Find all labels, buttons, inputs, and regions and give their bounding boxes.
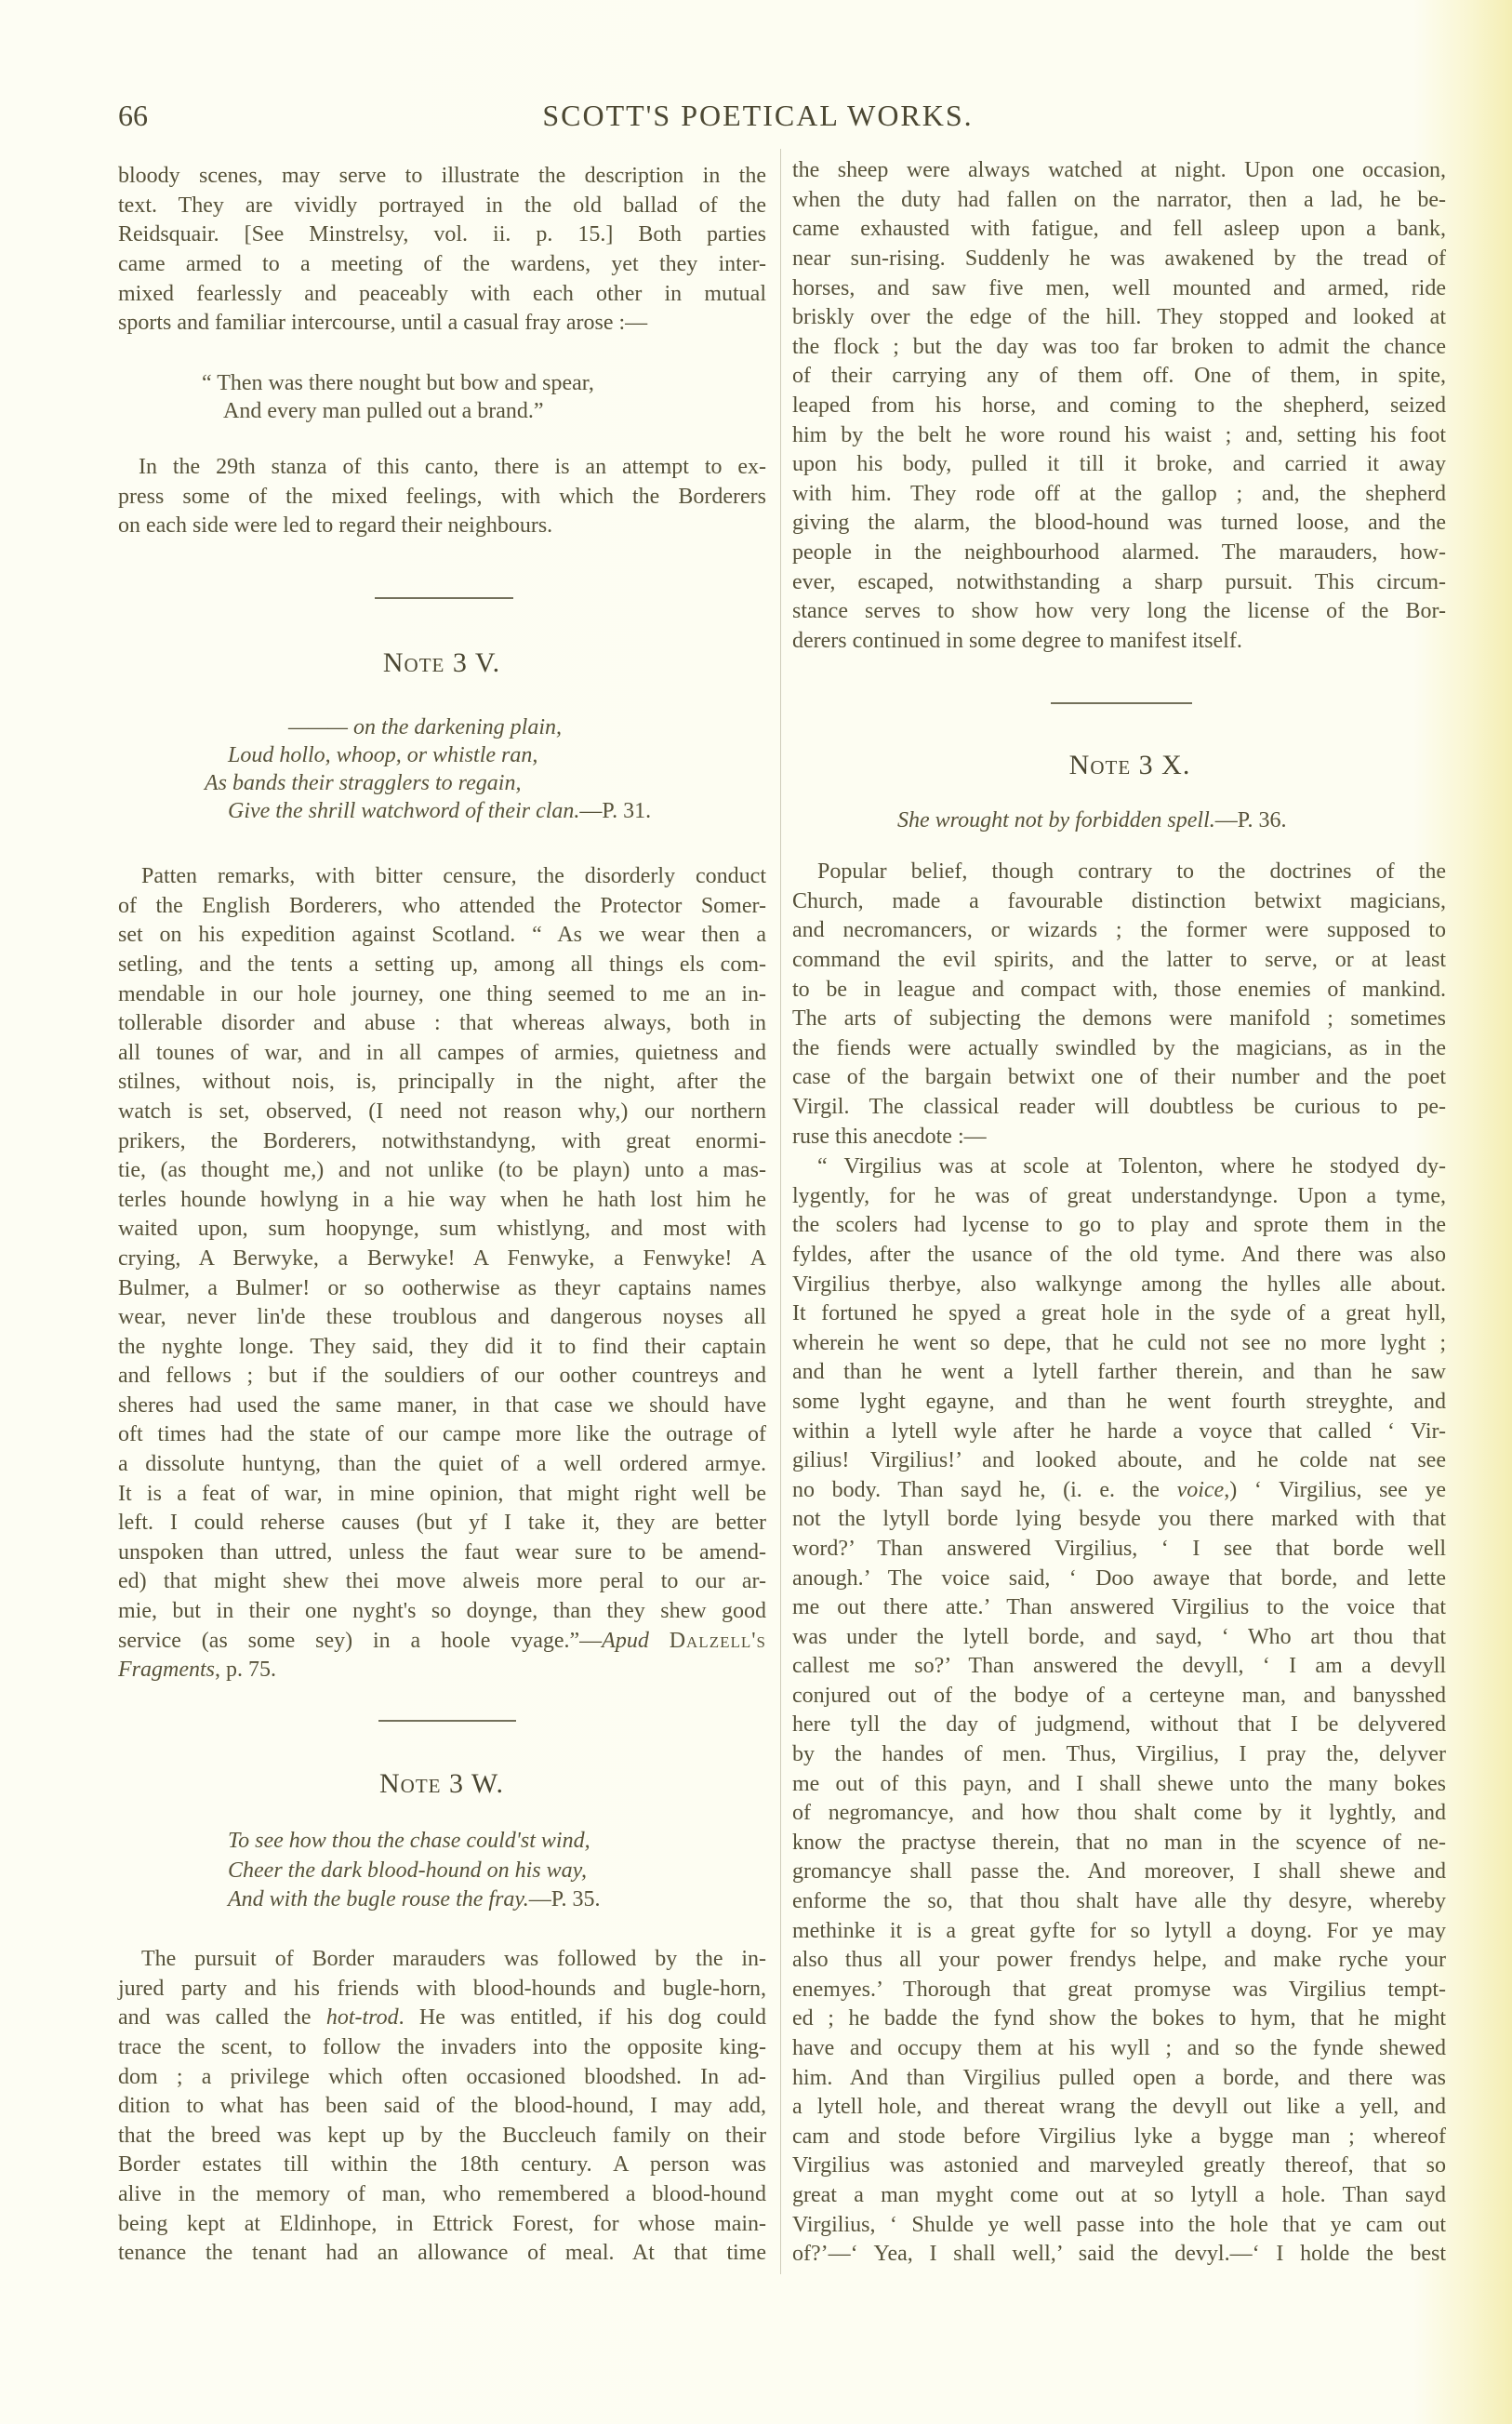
text-line: a dissolute huntyng, than the quiet of a well ordered armye. (118, 1452, 766, 1477)
text-segment: , p. 75. (215, 1658, 276, 1683)
text-line: trace the scent, to follow the invaders into the opposite king- (118, 2034, 766, 2059)
text-line: the sheep were always watched at night. Upon one occasion, (792, 158, 1446, 183)
text-line: the fiends were actually swindled by the magicians, as in the (792, 1035, 1446, 1060)
text-segment (649, 1629, 670, 1653)
text-line: terles hounde howlyng in a hie way when he hath lost him he (118, 1187, 766, 1212)
text-line: him by the belt he wore round his waist ; and, setting his foot (792, 422, 1446, 447)
text-line: the nyghte longe. They said, they did it to find their captain (118, 1334, 766, 1359)
text-line: mie, but in their one nyght's so doynge, than they shew good (118, 1599, 766, 1624)
note-heading: Note 3 V. (382, 647, 501, 678)
text-line: Bulmer, a Bulmer! or so ootherwise as theyr captains names (118, 1275, 766, 1300)
text-line: ever, escaped, notwithstanding a sharp pursuit. This circum- (792, 569, 1446, 594)
small-caps-text: Dalzell's (669, 1628, 767, 1653)
note-heading: Note 3 X. (1068, 750, 1191, 780)
text-line: upon his body, pulled it till it broke, and carried it away (792, 452, 1446, 477)
text-segment: . He was entitled, if his dog could (398, 2005, 766, 2031)
text-line: Reidsquair. [See Minstrelsy, vol. ii. p. 15.] Both parties (118, 222, 766, 247)
section-rule (1051, 702, 1192, 704)
page-number: 66 (118, 99, 148, 132)
text-line: fyldes, after the usance of the old tyme. And there was also (792, 1242, 1446, 1267)
verse-line (897, 806, 1286, 836)
text-line: the flock ; but the day was too far broken to admit the chance (792, 334, 1446, 359)
text-line: set on his expedition against Scotland. “ As we wear then a (118, 923, 766, 948)
note-heading: Note 3 W. (378, 1768, 504, 1799)
text-line: press some of the mixed feelings, with which the Borderers (118, 484, 766, 509)
text-line: unspoken than uttred, unless the faut wear sure to be amend- (118, 1539, 766, 1565)
text-line: on each side were led to regard their neighbours. (118, 513, 553, 539)
text-line: people in the neighbourhood alarmed. The marauders, how- (792, 539, 1446, 565)
text-line: wherein he went so depe, that he culd not see no more lyght ; (792, 1330, 1446, 1355)
italic-text: voice (1176, 1477, 1225, 1502)
text-line: Church, made a favourable distinction betwixt magicians, (792, 888, 1446, 913)
text-segment: no body. Than sayd he, (i. e. the (792, 1477, 1177, 1502)
text-line: have and occupy them at his wyll ; and so the fynde shewed (792, 2036, 1446, 2060)
text-line: great a man myght come out at so lytyll a hole. Than sayd (792, 2182, 1446, 2207)
text-line: text. They are vividly portrayed in the old ballad of the (118, 193, 766, 218)
text-line: leaped from his horse, and coming to the shepherd, seized (792, 393, 1446, 418)
text-line: Virgilius, ‘ Shulde ye well passe into the hole that ye cam out (792, 2212, 1446, 2237)
text-line (792, 1476, 1446, 1506)
text-line: and than he went a lytell farther therein, and than he saw (792, 1360, 1446, 1385)
text-line: tenance the tenant had an allowance of meal. At that time (118, 2241, 766, 2266)
text-line: lygently, for he was of great understandynge. Upon a tyme, (792, 1183, 1446, 1208)
section-rule (378, 1720, 516, 1722)
text-line: all tounes of war, and in all campes of armies, quietness and (118, 1040, 766, 1065)
text-line: within a lytell wyle after he harde a voyce that called ‘ Vir- (792, 1418, 1446, 1444)
section-rule (375, 597, 513, 599)
text-line: with him. They rode off at the gallop ; and, the shepherd (792, 481, 1446, 506)
text-segment: She wrought not by forbidden spell. (897, 808, 1215, 833)
text-line: briskly over the edge of the hill. They stopped and looked at (792, 305, 1446, 330)
text-line: horses, and saw five men, well mounted and armed, ride (792, 275, 1446, 300)
text-line: also thus all your power frendys helpe, and make ryche your (792, 1948, 1446, 1973)
text-line: derers continued in some degree to manifest itself. (792, 628, 1242, 653)
text-line: of their carrying any of them off. One of them, in spite, (792, 364, 1446, 389)
text-line: stilnes, without nois, is, principally in the night, after the (118, 1070, 766, 1095)
text-line: mixed fearlessly and peaceably with each other in mutual (118, 281, 766, 306)
text-line: wear, never lin'de these troublous and dangerous noyses all (118, 1305, 766, 1330)
text-line: case of the bargain betwixt one of their number and the poet (792, 1065, 1446, 1090)
verse-line: To see how thou the chase could'st wind, (228, 1829, 590, 1854)
verse-line: ——— on the darkening plain, (288, 715, 562, 740)
text-line: dition to what has been said of the blood-hound, I may add, (118, 2094, 766, 2119)
text-line: enemyes.’ Thorough that great promyse was Virgilius tempt- (792, 1977, 1446, 2002)
text-line: came exhausted with fatigue, and fell asleep upon a bank, (792, 217, 1446, 242)
text-line: him. And than Virgilius pulled open a borde, and there was (792, 2065, 1446, 2090)
paragraph (118, 162, 766, 339)
text-line: In the 29th stanza of this canto, there is an attempt to ex- (139, 455, 766, 480)
text-line: know the practyse therein, that no man in the scyence of ne- (792, 1830, 1446, 1855)
text-line: to be in league and compact with, those enemies of mankind. (792, 977, 1446, 1002)
verse-line: And every man pulled out a brand.” (223, 399, 544, 424)
text-line: sheres had used the same maner, in that case we should have (118, 1392, 766, 1418)
text-line: The pursuit of Border marauders was followed by the in- (141, 1947, 766, 1972)
verse-line: As bands their stragglers to regain, (205, 771, 522, 796)
text-line: bloody scenes, may serve to illustrate the description in the (118, 164, 766, 189)
text-line: anough.’ The voice said, ‘ Doo awaye that borde, and lette (792, 1565, 1446, 1591)
text-line: alive in the memory of man, who remembered a blood-hound (118, 2181, 766, 2206)
text-line (118, 1656, 766, 1685)
paragraph (118, 453, 766, 541)
text-line: “ Virgilius was at scole at Tolenton, where he stodyed dy- (817, 1154, 1446, 1179)
text-line: command the evil spirits, and the latter to serve, or at least (792, 947, 1446, 972)
text-line: prikers, the Borderers, notwithstandyng, with great enormi- (118, 1128, 766, 1153)
verse-line: Loud hollo, whoop, or whistle ran, (228, 743, 538, 768)
text-line: Virgilius was astonied and marveyled greatly thereof, that so (792, 2153, 1446, 2178)
text-line: stance serves to show how very long the license of the Bor- (792, 599, 1446, 624)
text-line: tie, (as thought me,) and not unlike (to be playn) unto a mas- (118, 1158, 766, 1183)
text-line: The arts of subjecting the demons were manifold ; sometimes (792, 1006, 1446, 1032)
text-line: It fortuned he spyed a great hole in the syde of a great hyll, (792, 1301, 1446, 1326)
text-line: sports and familiar intercourse, until a casual fray arose :— (118, 311, 648, 336)
italic-text: Apud (602, 1628, 649, 1653)
text-line: me out there atte.’ Than answered Virgilius to the voice that (792, 1595, 1446, 1620)
text-line: waited upon, sum hoopynge, sum whistlyng, and most with (118, 1217, 766, 1242)
text-line: ed ; he badde the fynd show the bokes to hym, that he might (792, 2006, 1446, 2031)
verse-line (228, 1885, 600, 1915)
running-title: SCOTT'S POETICAL WORKS. (542, 99, 974, 132)
paragraph (118, 862, 766, 1685)
text-line: enforme the so, that thou shalt have alle thy desyre, whereby (792, 1889, 1446, 1914)
text-line: crying, A Berwyke, a Berwyke! A Fenwyke, a Fenwyke! A (118, 1245, 766, 1271)
text-line (118, 1627, 766, 1657)
text-segment: ,) ‘ Virgilius, see ye (1224, 1477, 1446, 1502)
text-line: left. I could reherse causes (but yf I take it, they are better (118, 1511, 766, 1536)
verse-line: Cheer the dark blood-hound on his way, (228, 1858, 587, 1883)
text-line: me out of this payn, and I shall shewe unto the many bokes (792, 1771, 1446, 1796)
text-line: came armed to a meeting of the wardens, yet they inter- (118, 251, 766, 276)
text-line: Virgil. The classical reader will doubtless be curious to pe- (792, 1094, 1446, 1119)
text-line: giving the alarm, the blood-hound was turned loose, and the (792, 511, 1446, 536)
text-line: dom ; a privilege which often occasioned bloodshed. In ad- (118, 2064, 766, 2089)
text-line: that the breed was kept up by the Buccleuch family on their (118, 2123, 766, 2148)
text-segment: and was called the (118, 2005, 326, 2031)
text-line: of negromancye, and how thou shalt come by it lyghtly, and (792, 1801, 1446, 1826)
text-line: It is a feat of war, in mine opinion, that might right well be (118, 1481, 766, 1506)
text-line: setling, and the tents a setting up, among all things els com- (118, 952, 766, 977)
text-line: by the handes of men. Thus, Virgilius, I pray the, delyver (792, 1742, 1446, 1767)
text-line: conjured out of the bodye of a certeyne man, and banysshed (792, 1683, 1446, 1708)
text-line: not the lytyll borde lying besyde you there marked with that (792, 1507, 1446, 1532)
text-line: and necromancers, or wizards ; the former were supposed to (792, 918, 1446, 943)
text-line: Popular belief, though contrary to the doctrines of the (817, 859, 1446, 885)
paragraph (792, 858, 1446, 1152)
text-line: here tyll the day of judgmend, without that I be delyvered (792, 1712, 1446, 1738)
page-reference: —P. 36. (1214, 808, 1287, 833)
text-line: Virgilius therbye, also walkynge among the hylles alle about. (792, 1272, 1446, 1297)
text-line: ed) that might shew thei move alweis more peral to our ar- (118, 1569, 766, 1594)
text-line: tollerable disorder and abuse : that whereas always, both in (118, 1011, 766, 1036)
page-reference: —P. 35. (528, 1887, 601, 1912)
text-line: some lyght egayne, and than he went fourth streyghte, and (792, 1389, 1446, 1414)
text-line: cam and stode before Virgilius lyke a bygge man ; whereof (792, 2124, 1446, 2149)
text-line: and fellows ; but if the souldiers of our oother countreys and (118, 1364, 766, 1389)
text-line: was under the lytell borde, and sayd, ‘ Who art thou that (792, 1624, 1446, 1649)
text-segment: And with the bugle rouse the fray. (228, 1887, 529, 1912)
text-line: callest me so?’ Than answered the devyll, ‘ I am a devyll (792, 1654, 1446, 1679)
column-divider (780, 149, 781, 2274)
page-reference: —P. 31. (579, 799, 652, 824)
text-line: Patten remarks, with bitter censure, the disorderly conduct (141, 864, 766, 889)
text-line: gilius! Virgilius!’ and looked aboute, and he colde nat see (792, 1448, 1446, 1473)
text-line: when the duty had fallen on the narrator, then a lad, he be- (792, 187, 1446, 212)
paragraph (792, 156, 1446, 656)
paragraph (118, 1945, 766, 2269)
italic-text: hot-trod (325, 2005, 399, 2031)
text-line: word?’ Than answered Virgilius, ‘ I see that borde well (792, 1536, 1446, 1561)
text-line: watch is set, observed, (I need not reason why,) our northern (118, 1099, 766, 1124)
paragraph (792, 1152, 1446, 2270)
text-line: of?’—‘ Yea, I shall well,’ said the devyl.—‘ I holde the best (792, 2242, 1446, 2267)
text-line: methinke it is a great gyfte for so lytyll a doyng. For ye may (792, 1918, 1446, 1943)
text-line: jured party and his friends with blood-hounds and bugle-horn, (118, 1976, 766, 2001)
text-line (118, 2004, 766, 2033)
text-segment: Give the shrill watchword of their clan. (228, 799, 580, 824)
text-line: the scolers had lycense to go to play and sprote them in the (792, 1213, 1446, 1238)
text-line: mendable in our hole journey, one thing seemed to me an in- (118, 981, 766, 1006)
italic-text: Fragments (118, 1658, 215, 1683)
text-line: being kept at Eldinhope, in Ettrick Forest, for whose main- (118, 2211, 766, 2236)
text-line: ruse this anecdote :— (792, 1124, 987, 1149)
text-line: gromancye shall passe the. And moreover, I shall shewe and (792, 1859, 1446, 1885)
text-line: a lytell hole, and thereat wrang the devyll out like a yell, and (792, 2095, 1446, 2120)
text-line: of the English Borderers, who attended the Protector Somer- (118, 893, 766, 918)
text-line: oft times had the state of our campe more like the outrage of (118, 1422, 766, 1447)
verse-line (228, 797, 651, 827)
text-line: near sun-rising. Suddenly he was awakened by the tread of (792, 246, 1446, 271)
text-line: Border estates till within the 18th century. A person was (118, 2152, 766, 2178)
verse-line: “ Then was there nought but bow and spear, (202, 371, 594, 396)
text-segment: service (as some sey) in a hoole vyage.”— (118, 1628, 603, 1653)
